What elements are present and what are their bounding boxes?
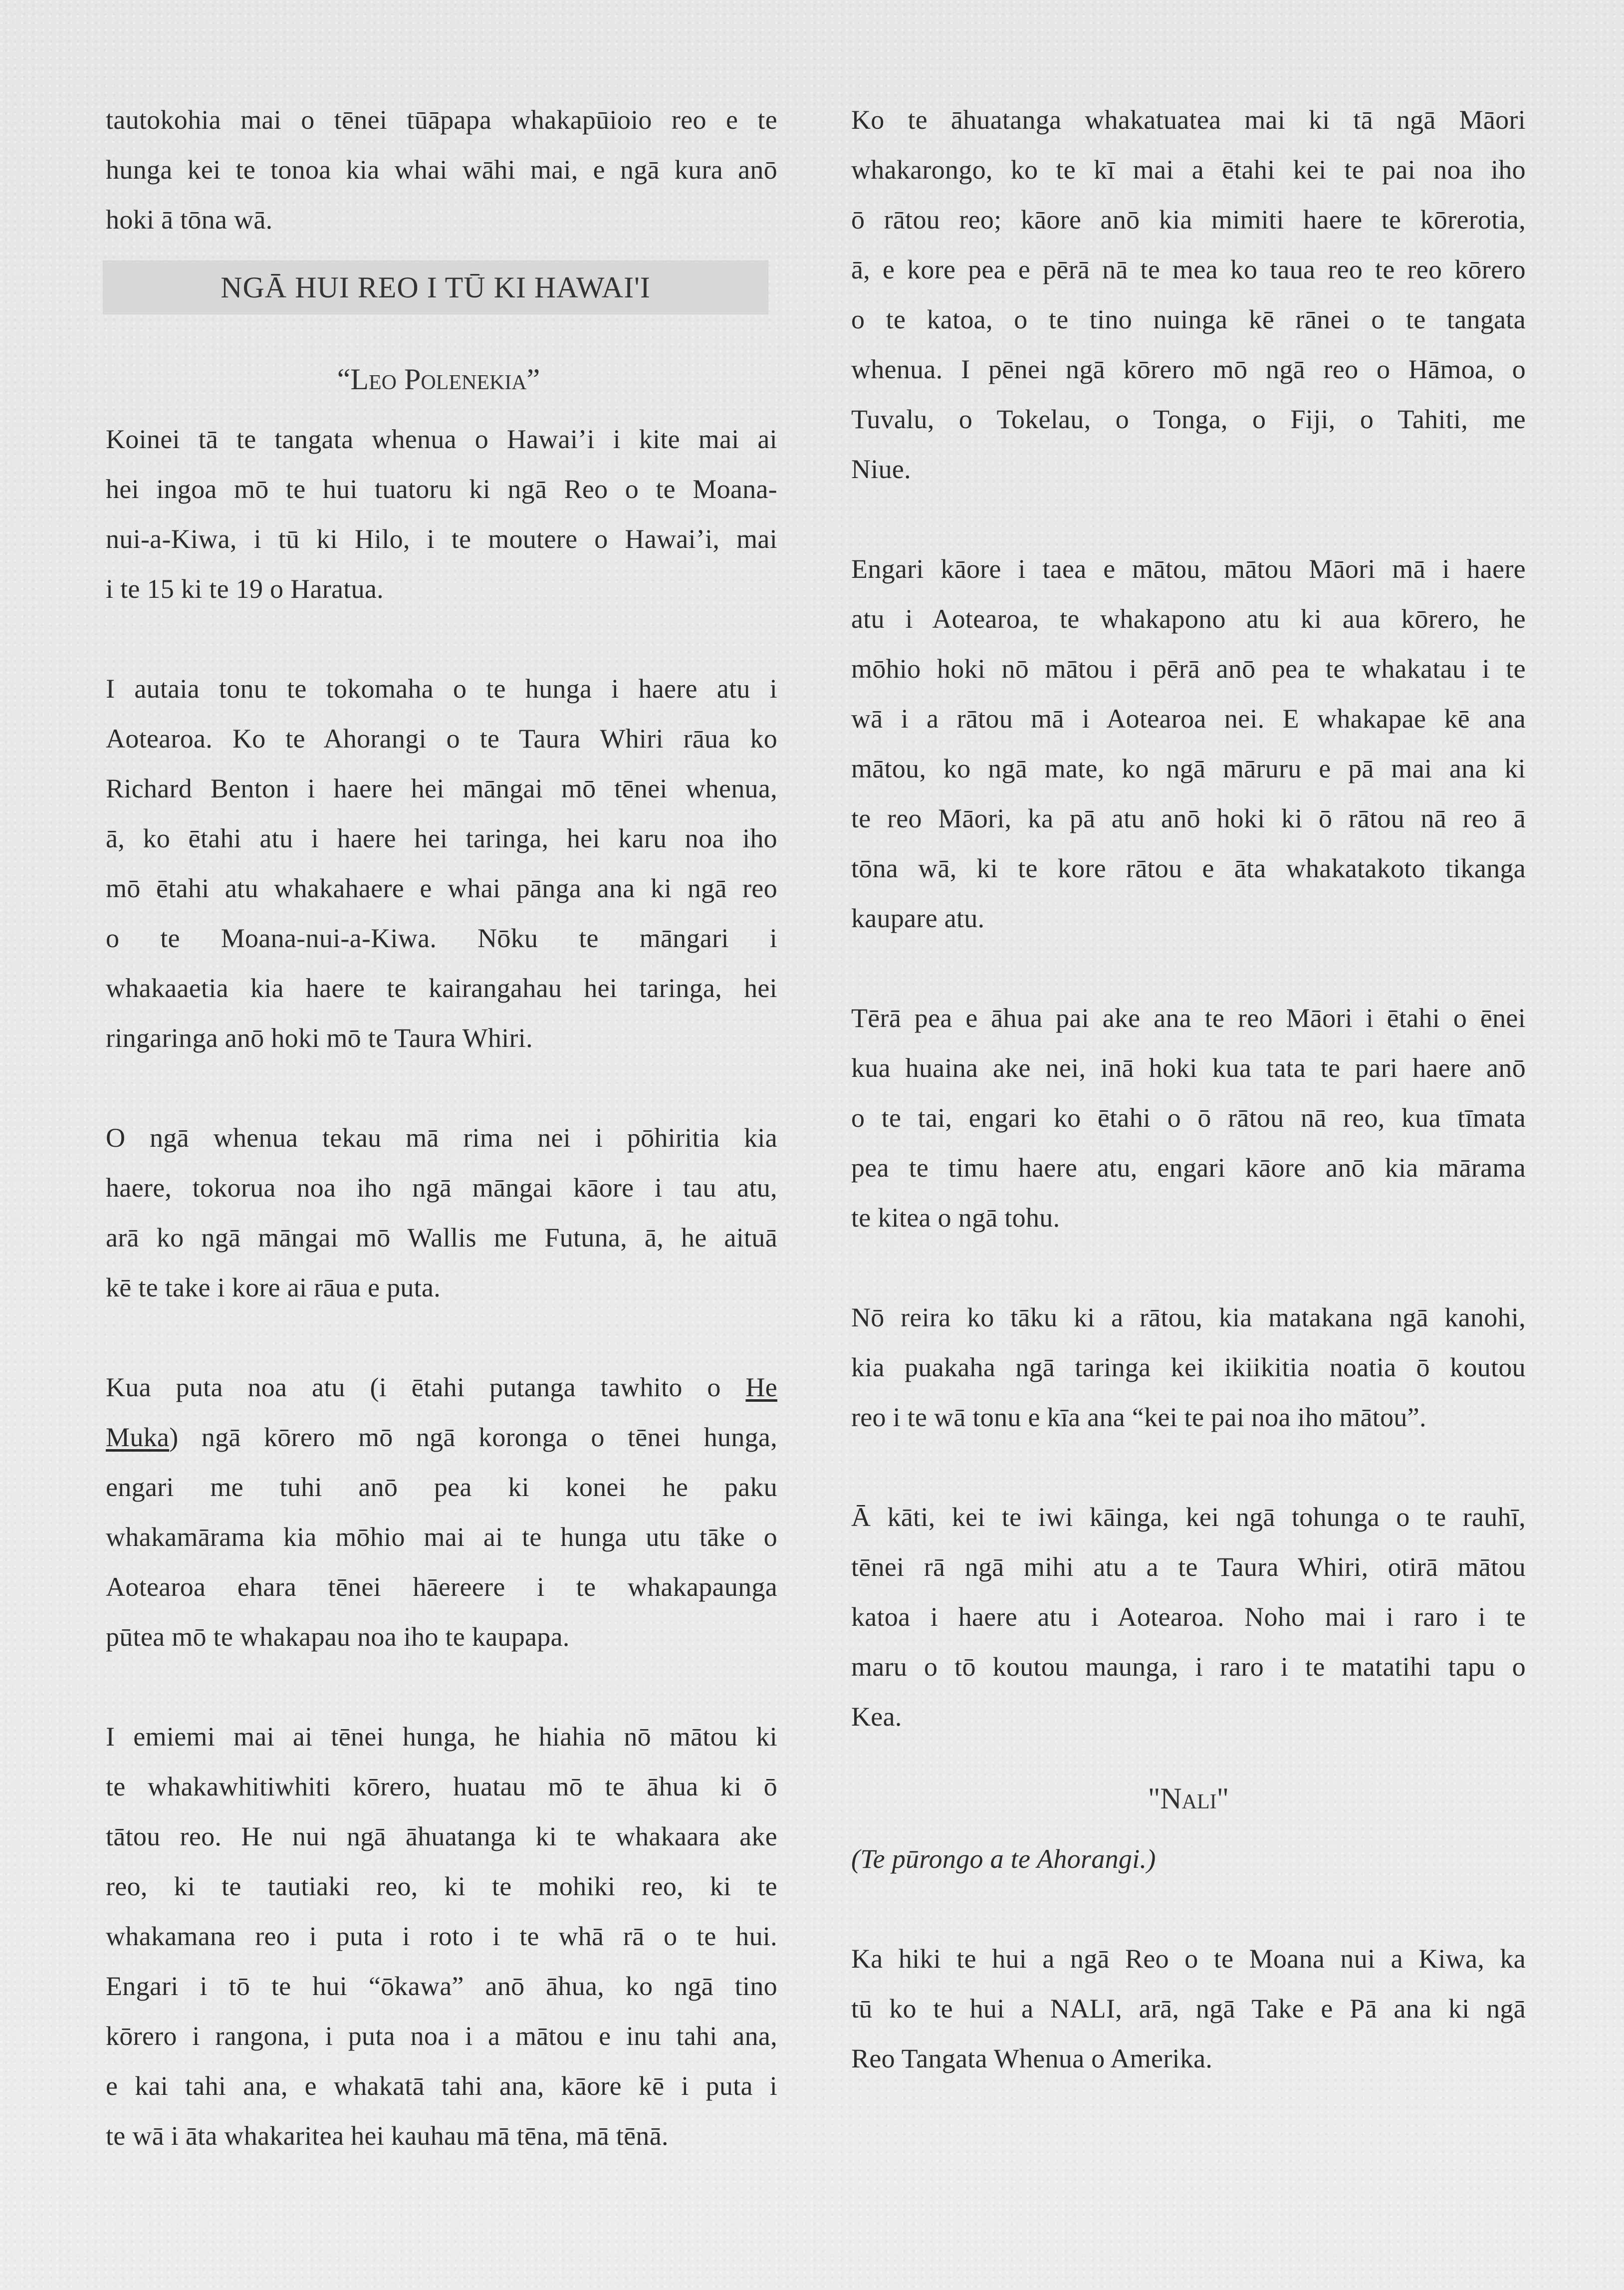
paragraph bbox=[106, 664, 777, 1063]
text-line: ā, e kore pea e pērā nā te mea ko taua reo te reo kōrero bbox=[851, 254, 1526, 284]
text-fragment: ) ngā kōrero mō ngā koronga o tēnei hunga, bbox=[169, 1422, 777, 1452]
paragraph bbox=[106, 1362, 777, 1662]
text-line: whakamana reo i puta i roto i te whā rā o te hui. bbox=[106, 1921, 777, 1951]
text-line: ā, ko ētahi atu i haere hei taringa, hei karu noa iho bbox=[106, 823, 777, 853]
text-line: I autaia tonu te tokomaha o te hunga i haere atu i bbox=[106, 674, 777, 704]
paragraph bbox=[106, 1113, 777, 1312]
text-line: kia puakaha ngā taringa kei ikiikitia noatia ō koutou bbox=[851, 1352, 1526, 1382]
text-line: e kai tahi ana, e whakatā tahi ana, kāore kē i puta i bbox=[106, 2071, 777, 2101]
text-line: Ka hiki te hui a ngā Reo o te Moana nui a Kiwa, ka bbox=[851, 1944, 1526, 1974]
text-line: nui-a-Kiwa, i tū ki Hilo, i te moutere o Hawai’i, mai bbox=[106, 524, 777, 554]
text-line: atu i Aotearoa, te whakapono atu ki aua kōrero, he bbox=[851, 604, 1526, 634]
paragraph bbox=[851, 1492, 1526, 1742]
text-line: ō rātou reo; kāore anō kia mimiti haere te kōrerotia, bbox=[851, 205, 1526, 235]
text-line: o te tai, engari ko ētahi o ō rātou nā reo, kua tīmata bbox=[851, 1103, 1526, 1133]
subheading-text: “Leo Polenekia” bbox=[337, 363, 540, 396]
text-line: whakarongo, ko te kī mai a ētahi kei te pai noa iho bbox=[851, 155, 1526, 185]
paragraph-gap bbox=[851, 1884, 1526, 1934]
paragraph-gap bbox=[106, 1063, 777, 1113]
text-line: pūtea mō te whakapau noa iho te kaupapa. bbox=[106, 1622, 570, 1652]
paragraph-gap bbox=[851, 1442, 1526, 1492]
text-line: O ngā whenua tekau mā rima nei i pōhiritia kia bbox=[106, 1123, 777, 1153]
left-column bbox=[106, 95, 777, 245]
text-line: mōhio hoki nō mātou i pērā anō pea te whakatau i te bbox=[851, 654, 1526, 684]
text-line: kua huaina ake nei, inā hoki kua tata te pari haere anō bbox=[851, 1053, 1526, 1083]
text-line: te wā i āta whakaritea hei kauhau mā tēna, mā tēnā. bbox=[106, 2121, 669, 2151]
text-line: tātou reo. He nui ngā āhuatanga ki te whakaara ake bbox=[106, 1821, 777, 1851]
text-line: hoki ā tōna wā. bbox=[106, 205, 273, 235]
text-line: kaupare atu. bbox=[851, 903, 985, 933]
text-line: te reo Māori, ka pā atu anō hoki ki ō rātou nā reo ā bbox=[851, 803, 1526, 833]
text-line: reo, ki te tautiaki reo, ki te mohiki reo, ki te bbox=[106, 1871, 777, 1901]
publication-title-link: Muka bbox=[106, 1422, 170, 1452]
section-title: NGĀ HUI REO I TŪ KI HAWAI'I bbox=[221, 271, 651, 304]
text-line: hunga kei te tonoa kia whai wāhi mai, e ngā kura anō bbox=[106, 155, 777, 185]
publication-title-link: He bbox=[745, 1372, 777, 1402]
text-line: tautokohia mai o tēnei tūāpapa whakapūioio reo e te bbox=[106, 105, 777, 135]
text-line: Engari i tō te hui “ōkawa” anō āhua, ko ngā tino bbox=[106, 1971, 777, 2001]
subheading-leo-polenekia bbox=[106, 362, 771, 397]
text-line: whakaaetia kia haere te kairangahau hei taringa, hei bbox=[106, 973, 777, 1003]
subheading-text: "Nali" bbox=[1148, 1782, 1229, 1815]
right-column-tail bbox=[851, 1834, 1526, 2083]
paragraph bbox=[851, 993, 1526, 1243]
text-line: Reo Tangata Whenua o Amerika. bbox=[851, 2043, 1213, 2073]
text-line: Ko te āhuatanga whakatuatea mai ki tā ngā Māori bbox=[851, 105, 1526, 135]
text-line: tēnei rā ngā mihi atu a te Taura Whiri, otirā mātou bbox=[851, 1552, 1526, 1582]
text-line: o te katoa, o te tino nuinga kē rānei o te tangata bbox=[851, 304, 1526, 334]
text-line: mātou, ko ngā mate, ko ngā māruru e pā mai ana ki bbox=[851, 754, 1526, 783]
text-line: kē te take i kore ai rāua e puta. bbox=[106, 1272, 441, 1302]
paragraph bbox=[851, 1934, 1526, 2083]
paragraph bbox=[851, 95, 1526, 494]
text-line: Tērā pea e āhua pai ake ana te reo Māori i ētahi o ēnei bbox=[851, 1003, 1526, 1033]
text-line: maru o tō koutou maunga, i raro i te matatihi tapu o bbox=[851, 1652, 1526, 1682]
text-line: tū ko te hui a NALI, arā, ngā Take e Pā ana ki ngā bbox=[851, 1994, 1526, 2024]
text-line: Nō reira ko tāku ki a rātou, kia matakana ngā kanohi, bbox=[851, 1302, 1526, 1332]
text-line: I emiemi mai ai tēnei hunga, he hiahia nō mātou ki bbox=[106, 1722, 777, 1752]
text-line: engari me tuhi anō pea ki konei he paku bbox=[106, 1472, 777, 1502]
text-line: mō ētahi atu whakahaere e whai pānga ana ki ngā reo bbox=[106, 873, 777, 903]
text-line: arā ko ngā māngai mō Wallis me Futuna, ā, he aituā bbox=[106, 1223, 777, 1253]
paragraph-gap bbox=[106, 614, 777, 664]
paragraph-gap bbox=[106, 1312, 777, 1362]
text-line: i te 15 ki te 19 o Haratua. bbox=[106, 574, 384, 604]
paragraph bbox=[106, 414, 777, 614]
paragraph bbox=[851, 544, 1526, 943]
text-line: Aotearoa. Ko te Ahorangi o te Taura Whiri rāua ko bbox=[106, 724, 777, 754]
text-line: Aotearoa ehara tēnei hāereere i te whakapaunga bbox=[106, 1572, 777, 1602]
paragraph-gap bbox=[106, 1662, 777, 1712]
text-line: haere, tokorua noa iho ngā māngai kāore i tau atu, bbox=[106, 1173, 777, 1203]
text-line: wā i a rātou mā i Aotearoa nei. E whakapae kē ana bbox=[851, 704, 1526, 734]
text-line: whakamārama kia mōhio mai ai te hunga utu tāke o bbox=[106, 1522, 777, 1552]
text-line: reo i te wā tonu e kīa ana “kei te pai noa iho mātou”. bbox=[851, 1402, 1426, 1432]
right-column bbox=[851, 95, 1526, 1742]
caption: (Te pūrongo a te Ahorangi.) bbox=[851, 1844, 1156, 1874]
text-line: Niue. bbox=[851, 454, 911, 484]
text-line: Koinei tā te tangata whenua o Hawai’i i kite mai ai bbox=[106, 424, 777, 454]
text-line bbox=[106, 1412, 777, 1462]
paragraph bbox=[851, 1292, 1526, 1442]
text-line: Kea. bbox=[851, 1702, 902, 1732]
paragraph-gap bbox=[851, 1243, 1526, 1292]
text-line: Engari kāore i taea e mātou, mātou Māori mā i haere bbox=[851, 554, 1526, 584]
text-fragment: Kua puta noa atu (i ētahi putanga tawhito o bbox=[106, 1372, 746, 1402]
text-line: te whakawhitiwhiti kōrero, huatau mō te āhua ki ō bbox=[106, 1772, 777, 1801]
text-line: ringaringa anō hoki mō te Taura Whiri. bbox=[106, 1023, 533, 1053]
text-line: te kitea o ngā tohu. bbox=[851, 1203, 1060, 1233]
text-line bbox=[106, 1362, 777, 1412]
left-column-body bbox=[106, 414, 777, 2161]
text-line: Tuvalu, o Tokelau, o Tonga, o Fiji, o Tahiti, me bbox=[851, 404, 1526, 434]
text-line: tōna wā, ki te kore rātou e āta whakatakoto tikanga bbox=[851, 853, 1526, 883]
text-line: kōrero i rangona, i puta noa i a mātou e inu tahi ana, bbox=[106, 2021, 777, 2051]
text-line: o te Moana-nui-a-Kiwa. Nōku te māngari i bbox=[106, 923, 777, 953]
paragraph bbox=[106, 1712, 777, 2161]
text-line: hei ingoa mō te hui tuatoru ki ngā Reo o te Moana- bbox=[106, 474, 777, 504]
text-line: whenua. I pēnei ngā kōrero mō ngā reo o Hāmoa, o bbox=[851, 354, 1526, 384]
paragraph-gap bbox=[851, 494, 1526, 544]
subheading-nali bbox=[851, 1781, 1526, 1816]
text-line: Ā kāti, kei te iwi kāinga, kei ngā tohunga o te rauhī, bbox=[851, 1502, 1526, 1532]
text-line: katoa i haere atu i Aotearoa. Noho mai i raro i te bbox=[851, 1602, 1526, 1632]
paragraph-gap bbox=[851, 943, 1526, 993]
text-line: Richard Benton i haere hei māngai mō tēnei whenua, bbox=[106, 773, 777, 803]
text-line: pea te timu haere atu, engari kāore anō kia mārama bbox=[851, 1153, 1526, 1183]
intro-paragraph bbox=[106, 95, 777, 245]
